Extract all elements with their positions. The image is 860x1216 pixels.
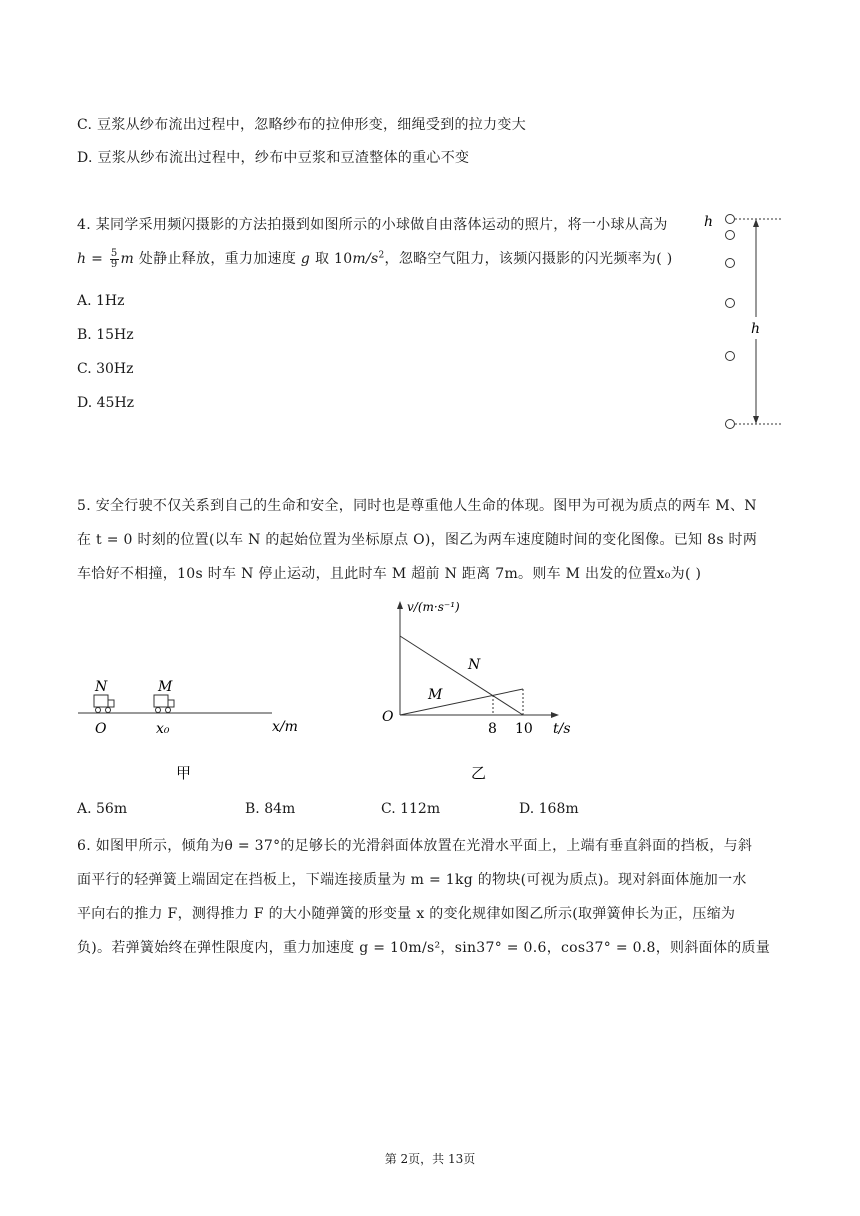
q5-option-c: C. 112m [381, 801, 441, 817]
q4-fig-top-label: h [704, 214, 714, 230]
q4-arrowhead-down [753, 416, 759, 424]
q4-text-value: 取 10 [310, 251, 353, 267]
q6-stem-line2: 面平行的轻弹簧上端固定在挡板上，下端连接质量为 m = 1kg 的物块(可视为质点)。现对斜面体施加一水 [77, 872, 747, 888]
q4-fig-mid-label: h [751, 321, 761, 337]
q4-unit-ms: m/s [352, 251, 379, 267]
line-m [400, 689, 523, 715]
q4-frac-den: 9 [110, 258, 118, 270]
q4-arrowhead-up [753, 219, 759, 227]
t-axis-label: t/s [553, 721, 571, 737]
q4-h-symbol: h [77, 251, 87, 267]
tick-8: 8 [488, 721, 497, 737]
q4-text-mid: 处静止释放，重力加速度 [134, 251, 301, 267]
q4-strobe-figure [695, 205, 790, 435]
q6-stem-line3: 平向右的推力 F，测得推力 F 的大小随弹簧的形变量 x 的变化规律如图乙所示(取弹簧伸长为正，压缩为 [77, 906, 736, 922]
ball-2 [726, 231, 735, 240]
q5-option-a: A. 56m [77, 801, 128, 817]
origin-label-yi: O [382, 709, 394, 725]
q5-option-b: B. 84m [245, 801, 296, 817]
q5-stem-line3: 车恰好不相撞，10s 时车 N 停止运动，且此时车 M 超前 N 距离 7m。则车 M 出发的位置x₀为( ) [77, 566, 702, 582]
v-axis-label: v/(m·s⁻¹) [407, 600, 460, 614]
car-m-label: M [158, 679, 173, 695]
v-axis-arrow [397, 601, 403, 609]
ball-6 [726, 420, 735, 429]
q3-option-d: D. 豆浆从纱布流出过程中，纱布中豆浆和豆渣整体的重心不变 [77, 150, 470, 166]
q4-option-b: B. 15Hz [77, 327, 134, 343]
tick-10: 10 [515, 721, 533, 737]
ball-4 [726, 299, 735, 308]
car-m-icon [154, 695, 174, 713]
ball-5 [726, 352, 735, 361]
q4-fraction [110, 249, 119, 270]
q6-stem-line1: 6. 如图甲所示，倾角为θ = 37°的足够长的光滑斜面体放置在光滑水平面上，上端有垂直斜面的挡板，与斜 [77, 838, 753, 854]
q4-unit-m: m [120, 251, 135, 267]
car-n-icon [94, 695, 114, 713]
q4-option-c: C. 30Hz [77, 361, 134, 377]
q4-equals: = [86, 251, 108, 267]
q4-stem-line1: 4. 某同学采用频闪摄影的方法拍摄到如图所示的小球做自由落体运动的照片，将一小球从高为 [77, 217, 668, 233]
q4-text-end: ，忽略空气阻力，该频闪摄影的闪光频率为( ) [384, 251, 673, 267]
q4-option-d: D. 45Hz [77, 395, 135, 411]
ball-3 [726, 259, 735, 268]
q5-figure-yi [375, 595, 595, 785]
q5-stem-line2: 在 t = 0 时刻的位置(以车 N 的起始位置为坐标原点 O)，图乙为两车速度随时间的变化图像。已知 8s 时两 [77, 532, 758, 548]
q5-figure-jia [70, 670, 320, 785]
ball-1 [726, 215, 735, 224]
car-n-label: N [95, 679, 108, 695]
line-n-label: N [468, 657, 481, 673]
caption-jia: 甲 [176, 764, 192, 782]
q4-stem-line2 [77, 248, 673, 270]
q4-option-a: A. 1Hz [77, 293, 125, 309]
q4-g-symbol: g [300, 251, 311, 267]
q5-stem-line1: 5. 安全行驶不仅关系到自己的生命和安全，同时也是尊重他人生命的体现。图甲为可视为质点的两车 M、N [77, 498, 757, 514]
q4-frac-num: 5 [110, 247, 118, 259]
line-m-label: M [428, 687, 443, 703]
t-axis-arrow [551, 712, 559, 718]
q5-option-d: D. 168m [519, 801, 579, 817]
origin-label-jia: O [95, 721, 107, 737]
x0-label: x₀ [156, 721, 170, 737]
caption-yi: 乙 [471, 764, 487, 782]
q6-stem-line4: 负)。若弹簧始终在弹性限度内，重力加速度 g = 10m/s²，sin37° = 0.6，cos37° = 0.8，则斜面体的质量 [77, 940, 771, 956]
page-footer: 第 2页，共 13页 [384, 1152, 476, 1166]
x-axis-label: x/m [272, 719, 298, 735]
q3-option-c: C. 豆浆从纱布流出过程中，忽略纱布的拉伸形变，细绳受到的拉力变大 [77, 117, 527, 133]
q4-exponent: 2 [378, 250, 385, 261]
line-n [400, 636, 523, 715]
